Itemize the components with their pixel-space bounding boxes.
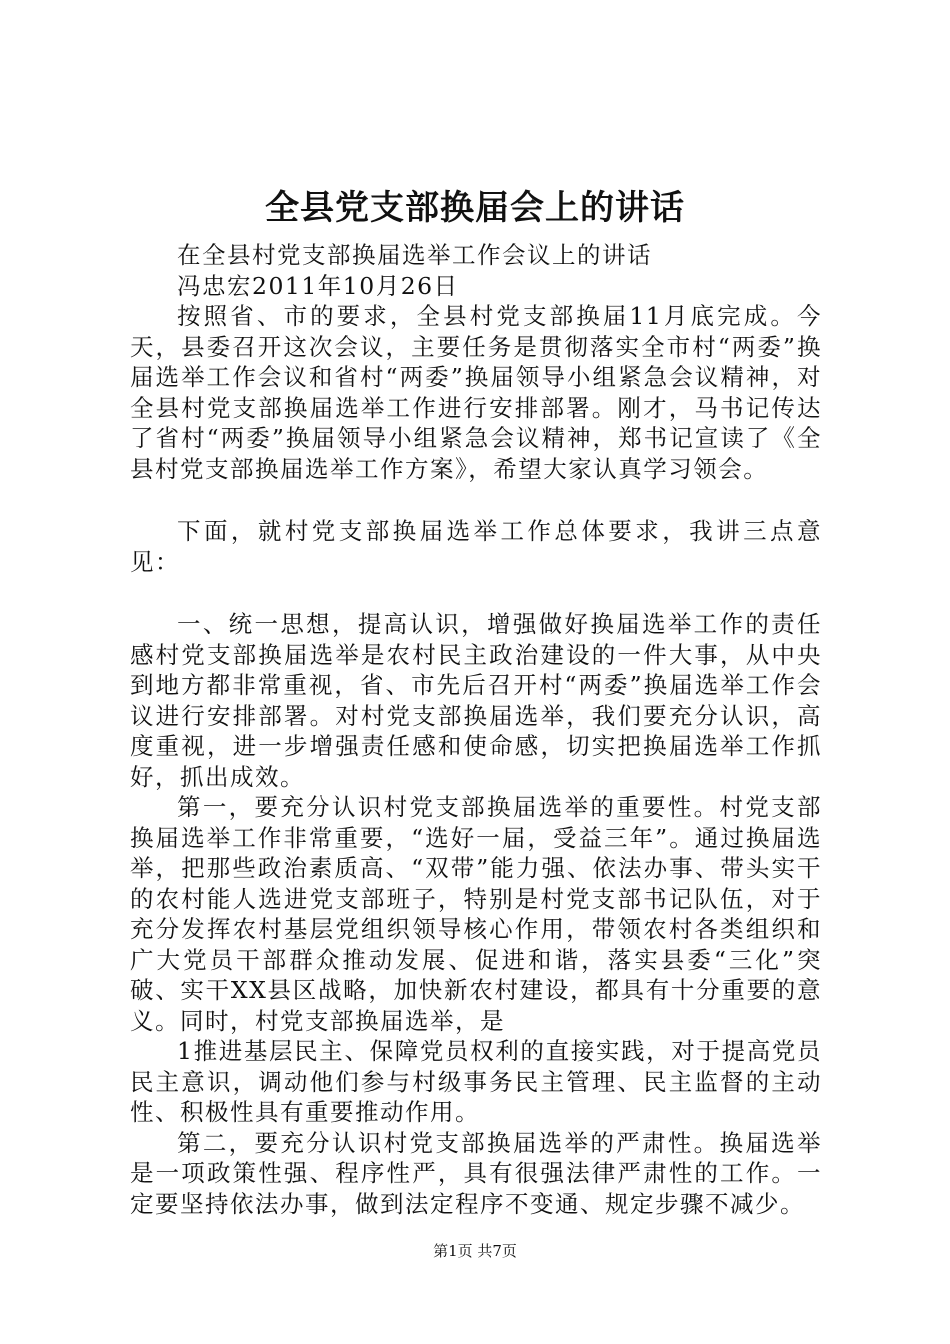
paragraph-continuation: 1推进基层民主、保障党员权利的直接实践，对于提高党员民主意识，调动他们参与村级事务民主管理、民主监督的主动性、积极性具有重要推动作用。 bbox=[130, 1037, 822, 1126]
speaker-date: 冯忠宏2011年10月26日 bbox=[177, 271, 459, 300]
document-body bbox=[130, 240, 822, 1219]
page-number-footer: 第1页 共7页 bbox=[433, 1242, 517, 1260]
paragraph-section-one: 一、统一思想，提高认识，增强做好换届选举工作的责任感村党支部换届选举是农村民主政治建设的一件大事，从中央到地方都非常重视，省、市先后召开村“两委”换届选举工作会议进行安排部署。对村党支部换届选举，我们要充分认识，高度重视，进一步增强责任感和使命感，切实把换届选举工作抓好，抓出成效。 bbox=[130, 610, 822, 791]
paragraph-gap bbox=[130, 484, 822, 516]
paragraph-point-second: 第二，要充分认识村党支部换届选举的严肃性。换届选举是一项政策性强、程序性严，具有很强法律严肃性的工作。一定要坚持依法办事，做到法定程序不变通、规定步骤不减少。 bbox=[130, 1128, 822, 1218]
paragraph-intro: 按照省、市的要求，全县村党支部换届11月底完成。今天，县委召开这次会议，主要任务是贯彻落实全市村“两委”换届选举工作会议和省村“两委”换届领导小组紧急会议精神，对全县村党支部换届选举工作进行安排部署。刚才，马书记传达了省村“两委”换届领导小组紧急会议精神，郑书记宣读了《全县村党支部换届选举工作方案》，希望大家认真学习领会。 bbox=[130, 302, 822, 483]
paragraph-gap bbox=[130, 577, 822, 609]
document-title: 全县党支部换届会上的讲话 bbox=[265, 188, 685, 228]
speech-subtitle: 在全县村党支部换届选举工作会议上的讲话 bbox=[177, 241, 652, 269]
paragraph-point-first: 第一，要充分认识村党支部换届选举的重要性。村党支部换届选举工作非常重要，“选好一届，受益三年”。通过换届选举，把那些政治素质高、“双带”能力强、依法办事、带头实干的农村能人选进党支部班子，特别是村党支部书记队伍，对于充分发挥农村基层党组织领导核心作用，带领农村各类组织和广大党员干部群众推动发展、促进和谐，落实县委“三化”突破、实干XX县区战略，加快新农村建设，都具有十分重要的意义。同时，村党支部换届选举，是 bbox=[130, 793, 822, 1035]
paragraph-outline: 下面，就村党支部换届选举工作总体要求，我讲三点意见： bbox=[130, 517, 822, 576]
